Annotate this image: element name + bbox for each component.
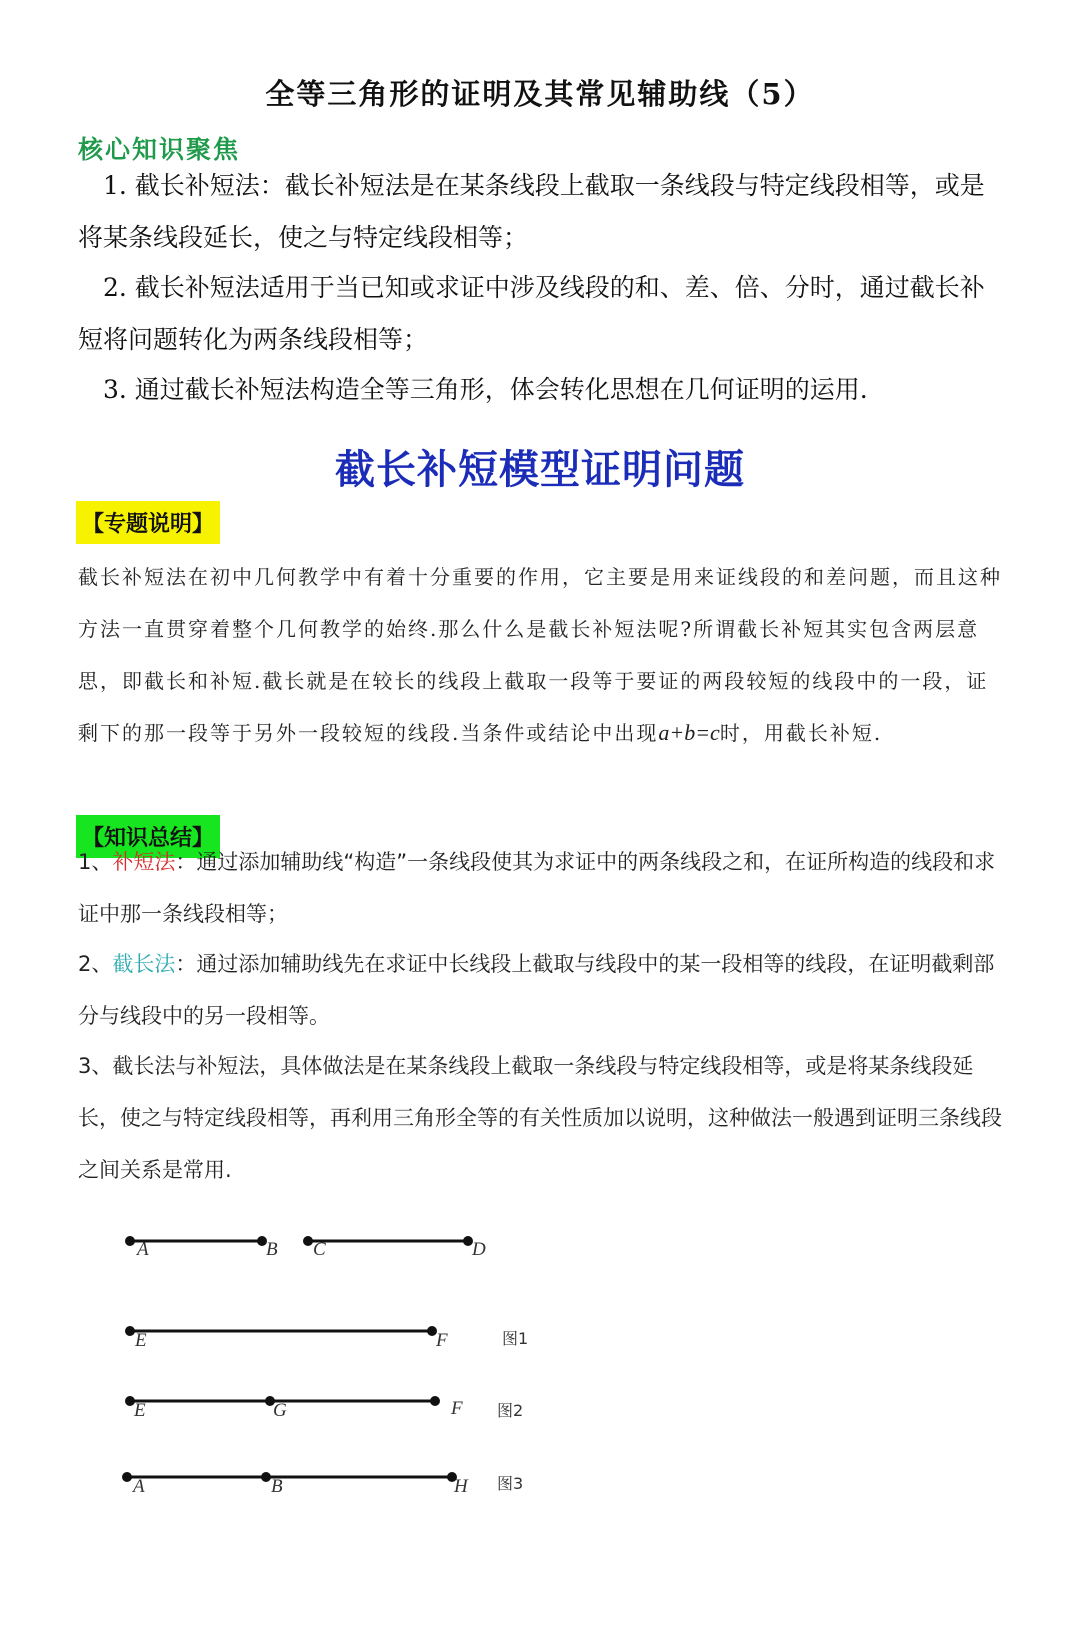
special-tag: 【专题说明】: [76, 501, 220, 544]
label-c: C: [313, 1239, 326, 1260]
summary-item-2-prefix: 2、: [78, 952, 113, 976]
point-b: [259, 1238, 266, 1245]
special-formula: a+b=c: [658, 720, 720, 745]
label-a: A: [137, 1239, 149, 1260]
point-c: [305, 1238, 312, 1245]
caption-fig2: 图2: [497, 1401, 524, 1420]
summary-item-1-prefix: 1、: [78, 850, 113, 874]
point-e-fig1: [127, 1328, 134, 1335]
caption-fig3: 图3: [497, 1474, 524, 1493]
point-a-fig3: [124, 1474, 131, 1481]
core-point-2: 2. 截长补短法适用于当已知或求证中涉及线段的和、差、倍、分时，通过截长补短将问题转化为两条线段相等；: [78, 273, 985, 354]
point-f-fig1: [429, 1328, 436, 1335]
label-f-fig2: F: [451, 1398, 463, 1419]
point-b-fig3: [263, 1474, 270, 1481]
label-b-fig3: B: [271, 1476, 283, 1497]
label-a-fig3: A: [133, 1476, 145, 1497]
core-knowledge-heading: 核心知识聚焦: [78, 135, 241, 164]
caption-fig1: 图1: [502, 1329, 529, 1348]
summary-item-2-term: 截长法: [112, 952, 176, 976]
point-f-fig2: [432, 1398, 439, 1405]
core-point-3: 3. 通过截长补短法构造全等三角形，体会转化思想在几何证明的运用.: [103, 375, 868, 404]
summary-tag: 【知识总结】: [76, 815, 220, 858]
point-a: [127, 1238, 134, 1245]
model-title: 截长补短模型证明问题: [335, 447, 745, 493]
summary-item-2-text: ：通过添加辅助线先在求证中长线段上截取与线段中的某一段相等的线段，在证明截剩部分与线段中的另一段相等。: [78, 952, 995, 1028]
core-point-1: 1. 截长补短法：截长补短法是在某条线段上截取一条线段与特定线段相等，或是将某条线段延长，使之与特定线段相等；: [78, 171, 985, 252]
point-e-fig2: [127, 1398, 134, 1405]
special-text-before: 截长补短法在初中几何教学中有着十分重要的作用，它主要是用来证线段的和差问题，而且这种方法一直贯穿着整个几何教学的始终.那么什么是截长补短法呢?所谓截长补短其实包含两层意思，即截长和补短.截长就是在较长的线段上截取一段等于要证的两段较短的线段中的一段，证剩下的那一段等于另外一段较短的线段.当条件或结论中出现: [78, 565, 1002, 745]
label-e-fig2: E: [134, 1400, 146, 1421]
label-d: D: [472, 1239, 486, 1260]
page-title: 全等三角形的证明及其常见辅助线（5）: [265, 77, 815, 111]
summary-item-1-term: 补短法: [112, 850, 176, 874]
summary-item-3: 3、截长法与补短法，具体做法是在某条线段上截取一条线段与特定线段相等，或是将某条线段延长，使之与特定线段相等，再利用三角形全等的有关性质加以说明，这种做法一般遇到证明三条线段之间关系是常用.: [78, 1054, 1002, 1182]
special-text-after: 时，用截长补短.: [719, 721, 883, 745]
label-h-fig3: H: [454, 1476, 468, 1497]
summary-item-1-text: ：通过添加辅助线“构造”一条线段使其为求证中的两条线段之和，在证所构造的线段和求证中那一条线段相等；: [78, 850, 996, 926]
label-g-fig2: G: [273, 1400, 287, 1421]
label-e-fig1: E: [135, 1330, 147, 1351]
label-f-fig1: F: [436, 1330, 448, 1351]
label-b: B: [266, 1239, 278, 1260]
point-d: [465, 1238, 472, 1245]
